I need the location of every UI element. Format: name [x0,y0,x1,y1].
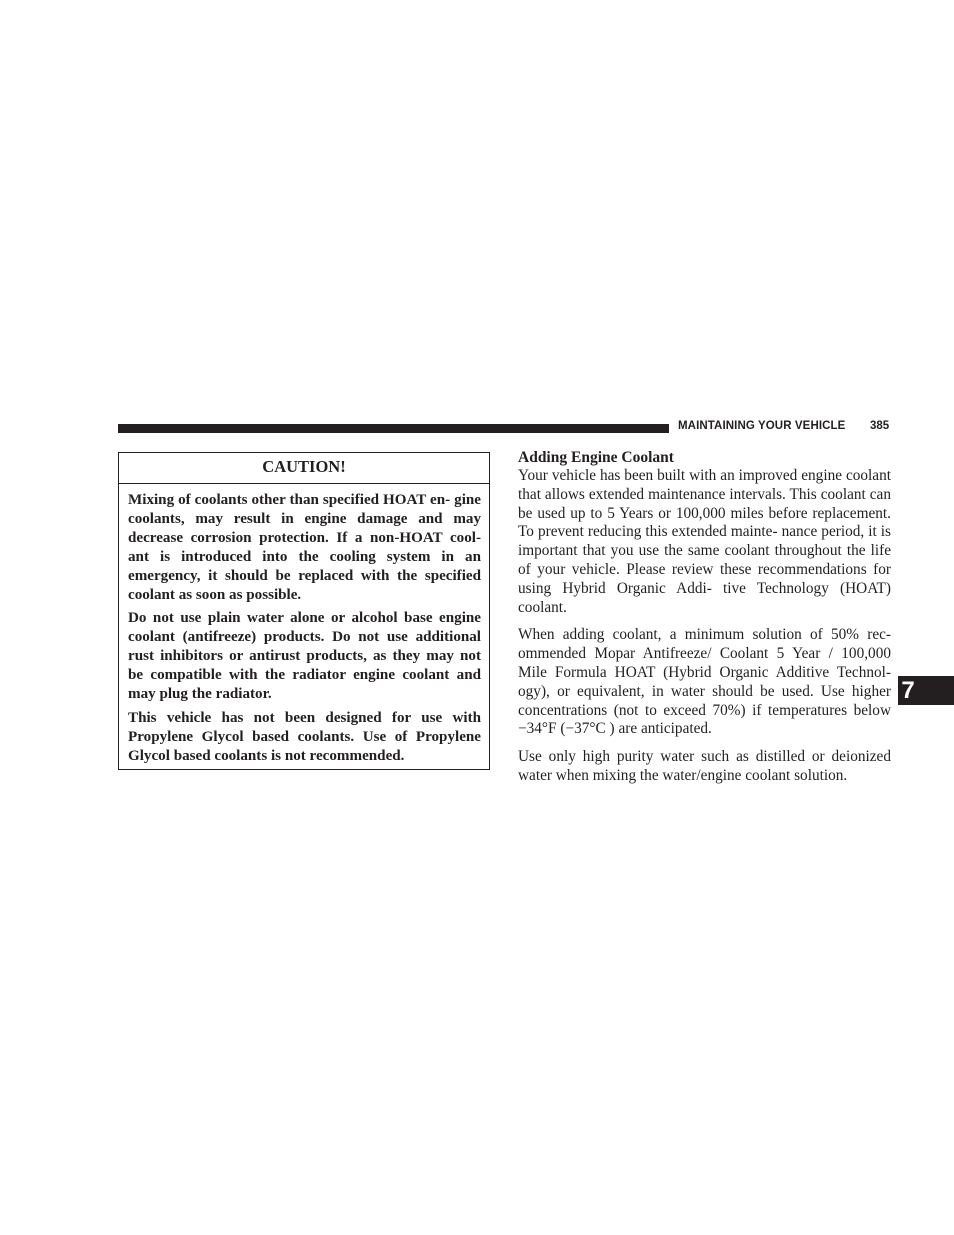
caution-paragraph-3: This vehicle has not been designed for use with Propylene Glycol based coolants. Use of Propylene Glycol based coolants is not recommended. [128,709,481,764]
section-paragraph-2: When adding coolant, a minimum solution of 50% rec- ommended Mopar Antifreeze/ Coolant 5 Year / 100,000 Mile Formula HOAT (Hybrid Organic Additive Technol- ogy), or equivalent, in water should be used. Use higher concentrations (not to exceed 70%) if temperatures below −34°F (−37°C ) are anticipated. [518,626,891,738]
running-header-section: MAINTAINING YOUR VEHICLE [678,420,846,432]
page-number: 385 [870,420,890,432]
caution-box [118,452,490,770]
section-heading: Adding Engine Coolant [518,449,674,466]
caution-paragraph-2: Do not use plain water alone or alcohol base engine coolant (antifreeze) products. Do not use additional rust inhibitors or antirust products, as they may not be compatible with the radiator engine coolant and may plug the radiator. [128,610,481,703]
caution-title: CAUTION! [119,453,489,484]
section-paragraph-3: Use only high purity water such as distilled or deionized water when mixing the water/engine coolant solution. [518,748,891,784]
adding-coolant-section [518,448,891,795]
caution-paragraph-1: Mixing of coolants other than specified HOAT en- gine coolants, may result in engine damage and may decrease corrosion protection. If a non-HOAT cool- ant is introduced into the cooling system in an emergency, it should be replaced with the specified coolant as soon as possible. [128,492,481,603]
header-rule [118,424,669,433]
chapter-tab [898,676,954,705]
caution-body [119,484,489,766]
chapter-number: 7 [901,677,915,704]
section-paragraph-1: Your vehicle has been built with an improved engine coolant that allows extended maintenance intervals. This coolant can be used up to 5 Years or 100,000 miles before replacement. To prevent reducing this extended mainte- nance period, it is important that you use the same coolant throughout the life of your vehicle. Please review these recommendations for using Hybrid Organic Addi- tive Technology (HOAT) coolant. [518,467,891,616]
